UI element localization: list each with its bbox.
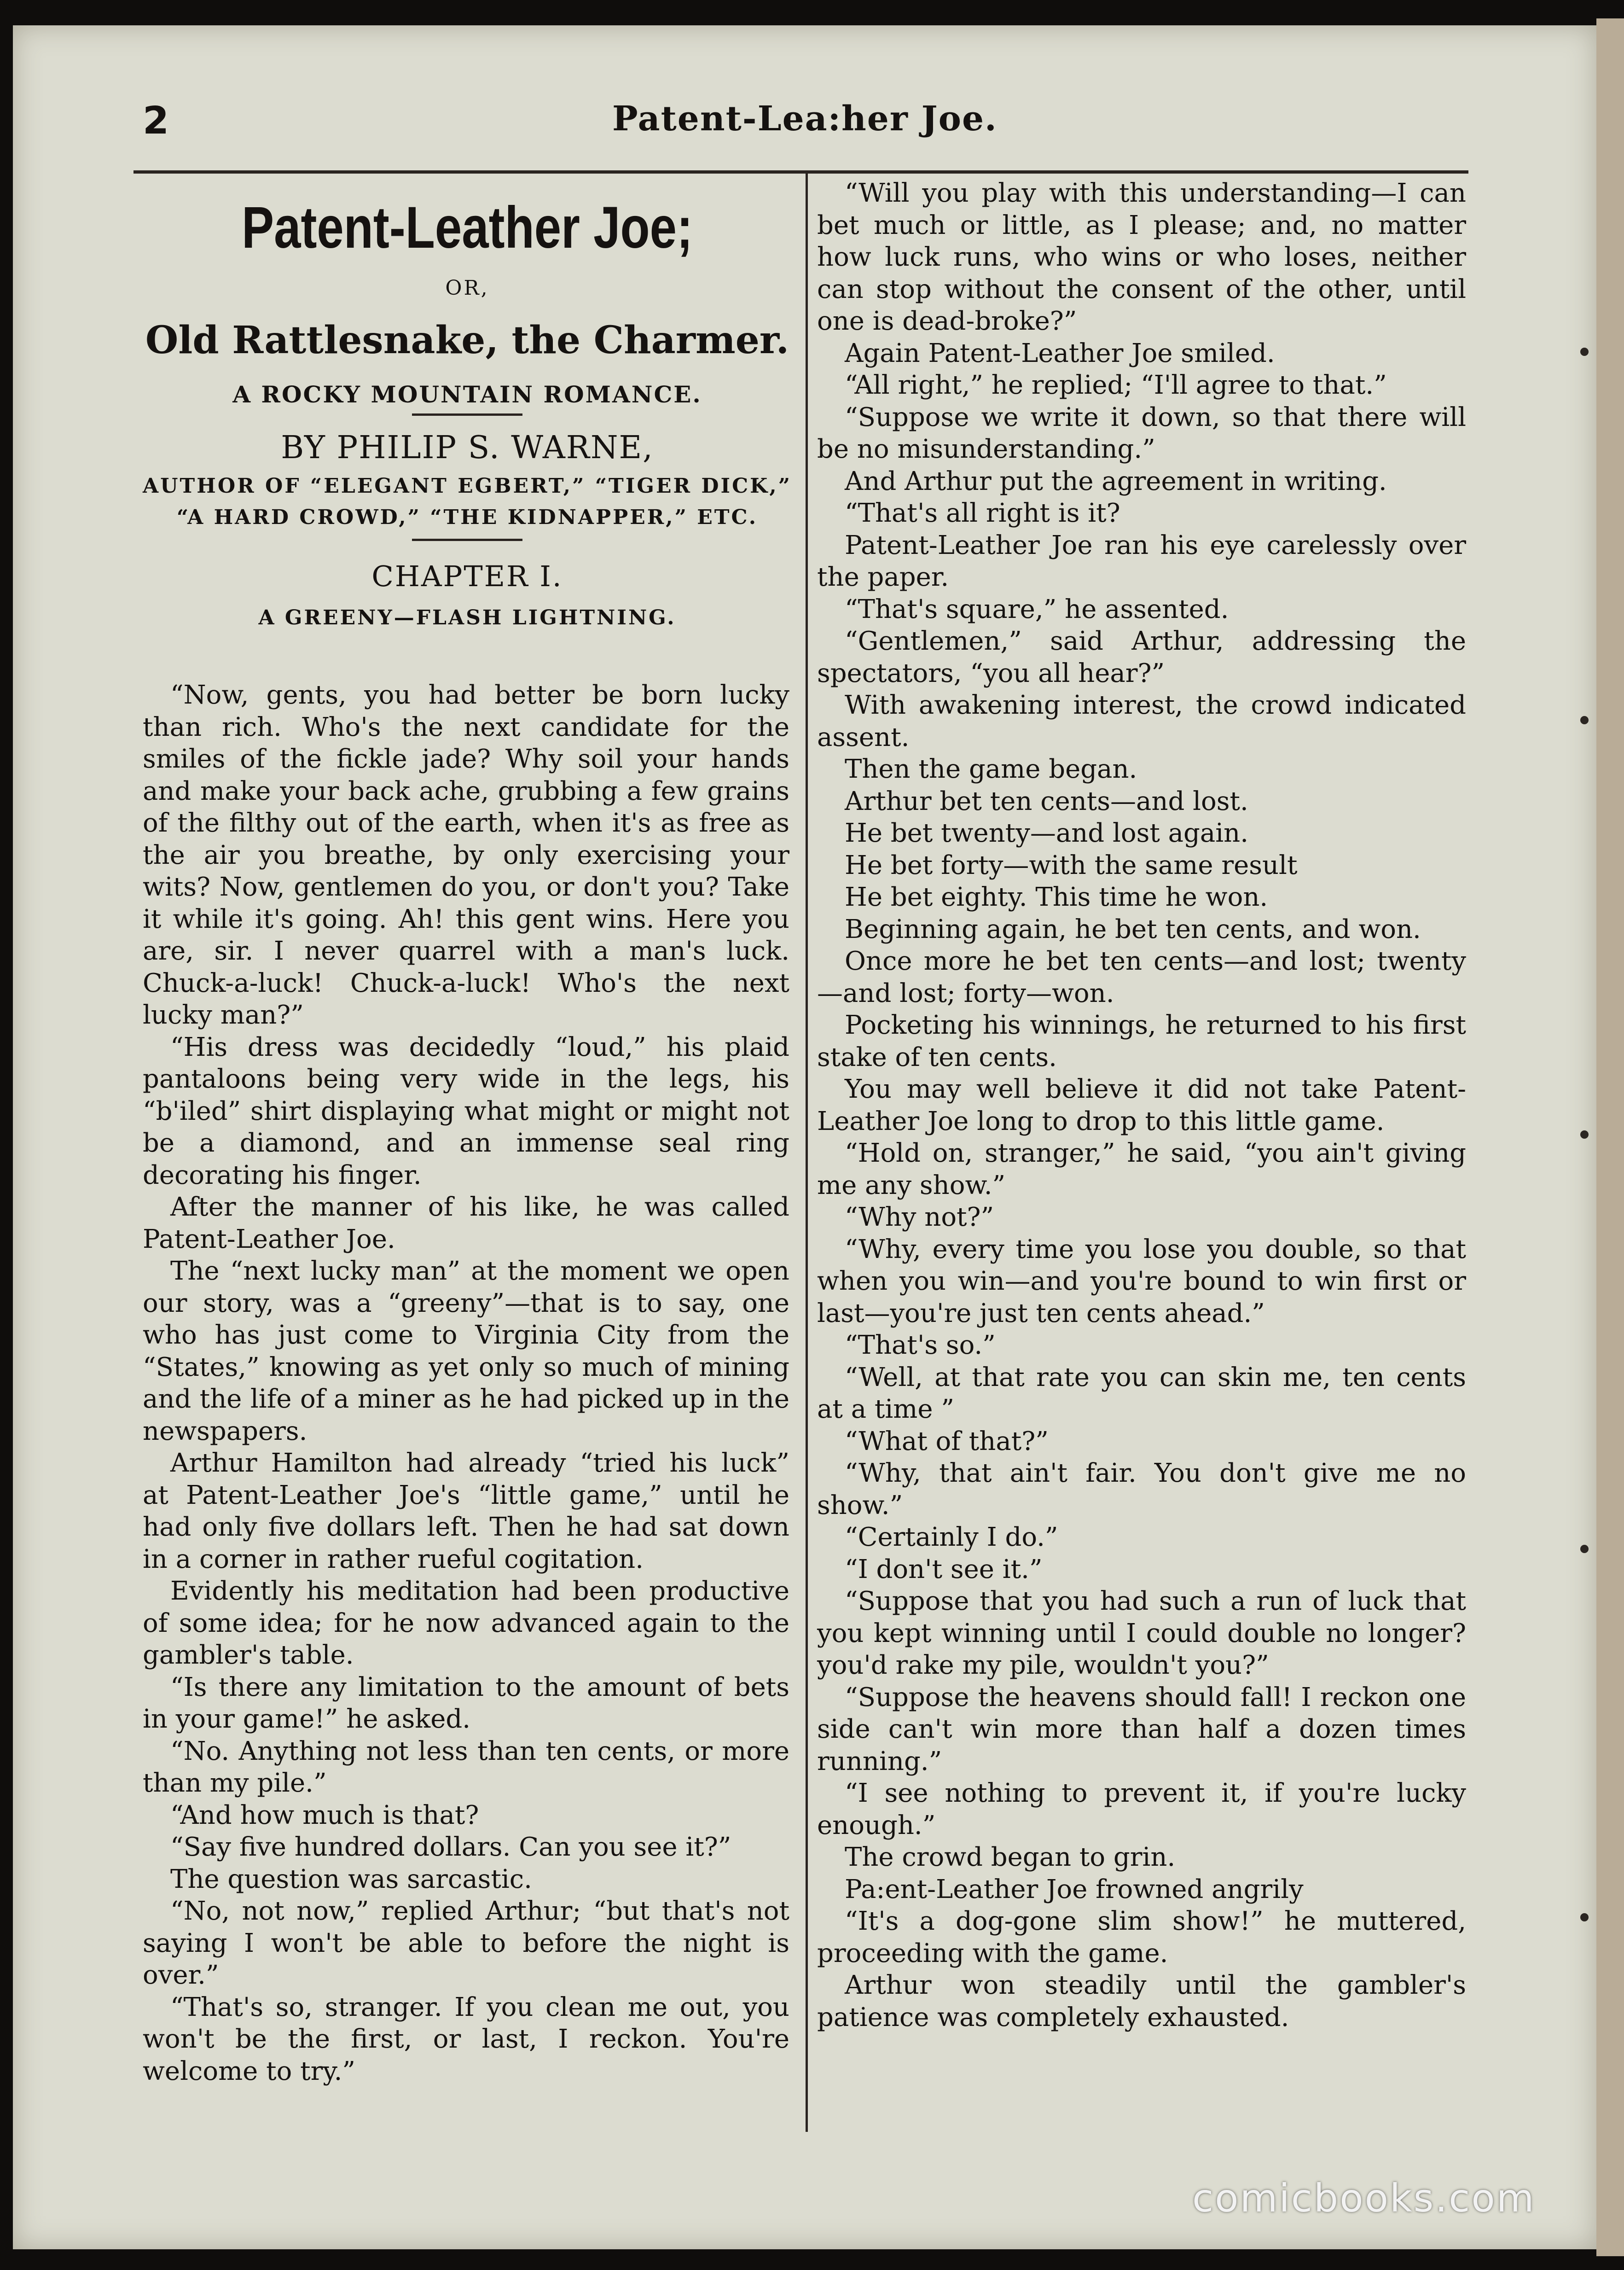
column-divider [806, 170, 808, 2132]
paragraph: “No, not now,” replied Arthur; “but that's not saying I won't be able to before the night is over.” [143, 1896, 789, 1990]
paragraph: “Now, gents, you had better be born lucky than rich. Who's the next candidate for the smiles of the fickle jade? Why soil your hands and make your back ache, grubbing a few grains of the filthy out of the earth, when it's as free as the air you breathe, by only exercising your wits? Now, gentlemen do you, or don't you? Take it while it's going. Ah! this gent wins. Here you are, sir. I never quarrel with a man's luck. Chuck-a-luck! Chuck-a-luck! Who's the next lucky man?” [143, 680, 789, 1030]
paragraph: “I see nothing to prevent it, if you're lucky enough.” [817, 1778, 1466, 1840]
paragraph: You may well believe it did not take Patent-Leather Joe long to drop to this little game. [817, 1074, 1466, 1136]
running-header [124, 92, 1482, 143]
paragraph: Pa:ent-Leather Joe frowned angrily [845, 1874, 1304, 1904]
binding-hole [1580, 1545, 1589, 1553]
chapter-rule [412, 539, 522, 541]
page-number: 2 [143, 99, 169, 143]
paragraph: “Certainly I do.” [845, 1522, 1058, 1552]
site-watermark: comicbooks.com [1192, 2176, 1536, 2221]
left-column-text [143, 679, 789, 2087]
paragraph: “That's so, stranger. If you clean me out, you won't be the first, or last, I reckon. You're welcome to try.” [143, 1992, 789, 2086]
paragraph: After the manner of his like, he was called Patent-Leather Joe. [143, 1192, 789, 1254]
header-rule [133, 170, 1468, 174]
paragraph: Arthur won steadily until the gambler's patience was completely exhausted. [817, 1970, 1466, 2032]
paragraph: Arthur bet ten cents—and lost. [845, 786, 1248, 816]
paragraph: “Why not?” [845, 1202, 994, 1232]
chapter-subtitle: A GREENY—FLASH LIGHTNING. [258, 606, 676, 629]
paragraph: “Why, every time you lose you double, so that when you win—and you're bound to win first or last—you're just ten cents ahead.” [817, 1234, 1466, 1328]
paragraph: “It's a dog-gone slim show!” he muttered, proceeding with the game. [817, 1906, 1466, 1968]
paragraph: “Well, at that rate you can skin me, ten cents at a time ” [817, 1362, 1466, 1424]
binding-holes [1576, 25, 1594, 2249]
paragraph: Patent-Leather Joe ran his eye carelessly over the paper. [817, 530, 1466, 592]
chapter-heading: CHAPTER I. [371, 559, 563, 593]
paragraph: He bet forty—with the same result [845, 850, 1298, 880]
page-edge [1596, 18, 1624, 2256]
paragraph: “That's square,” he assented. [845, 594, 1229, 624]
paragraph: “Why, that ain't fair. You don't give me no show.” [817, 1458, 1466, 1520]
title-or: OR, [445, 276, 489, 300]
paragraph: “What of that?” [845, 1426, 1049, 1456]
paragraph: With awakening interest, the crowd indicated assent. [817, 690, 1466, 752]
paragraph: “That's all right is it? [845, 498, 1120, 528]
binding-hole [1580, 1130, 1589, 1139]
paragraph: “His dress was decidedly “loud,” his plaid pantaloons being very wide in the legs, his “b'iled” shirt displaying what might or might not be a diamond, and an immense seal ring decorating his finger. [143, 1032, 789, 1190]
story-title-block [138, 184, 796, 629]
paragraph: And Arthur put the agreement in writing. [845, 466, 1387, 496]
paragraph: Once more he bet ten cents—and lost; twenty—and lost; forty—won. [817, 946, 1466, 1008]
story-genre: A ROCKY MOUNTAIN ROMANCE. [232, 381, 702, 408]
byline: BY PHILIP S. WARNE, [281, 430, 654, 466]
binding-hole [1580, 348, 1589, 356]
paragraph: “Hold on, stranger,” he said, “you ain't giving me any show.” [817, 1138, 1466, 1200]
paragraph: The crowd began to grin. [845, 1842, 1176, 1872]
paragraph: “Suppose we write it down, so that there will be no misunderstanding.” [817, 402, 1466, 464]
paragraph: “I don't see it.” [845, 1554, 1043, 1584]
story-title: Patent-Leather Joe; [242, 195, 693, 261]
paragraph: “Is there any limitation to the amount of bets in your game!” he asked. [143, 1672, 789, 1734]
paragraph: “That's so.” [845, 1330, 996, 1360]
paragraph: Then the game began. [845, 754, 1137, 784]
paragraph: Arthur Hamilton had already “tried his luck” at Patent-Leather Joe's “little game,” until he had only five dollars left. Then he had sat down in a corner in rather rueful cogitation. [143, 1448, 789, 1574]
paragraph: Again Patent-Leather Joe smiled. [845, 338, 1275, 368]
paragraph: “No. Anything not less than ten cents, or more than my pile.” [143, 1736, 789, 1798]
binding-hole [1580, 716, 1589, 724]
paragraph: “Will you play with this understanding—I can bet much or little, as I please; and, no matter how luck runs, who wins or who loses, neither can stop without the consent of the other, until one is dead-broke?” [817, 178, 1466, 336]
paragraph: Evidently his meditation had been productive of some idea; for he now advanced again to the gambler's table. [143, 1576, 789, 1670]
paragraph: “Suppose the heavens should fall! I reckon one side can't win more than half a dozen times running.” [817, 1682, 1466, 1776]
paragraph: “Suppose that you had such a run of luck that you kept winning until I could double no longer? you'd rake my pile, wouldn't you?” [817, 1586, 1466, 1680]
title-rule [412, 413, 522, 416]
paragraph: Pocketing his winnings, he returned to his first stake of ten cents. [817, 1010, 1466, 1072]
paragraph: “All right,” he replied; “I'll agree to that.” [845, 370, 1387, 400]
running-title: Patent-Lea:her Joe. [612, 99, 998, 139]
right-column-text [817, 177, 1466, 2033]
paragraph: The question was sarcastic. [170, 1864, 532, 1894]
paragraph: “And how much is that? [170, 1800, 479, 1830]
paragraph: He bet twenty—and lost again. [845, 818, 1249, 848]
author-credits: AUTHOR OF “ELEGANT EGBERT,” “TIGER DICK,” “A HARD CROWD,” “THE KIDNAPPER,” ETC. [143, 474, 792, 529]
binding-hole [1580, 1913, 1589, 1921]
paragraph: “Say five hundred dollars. Can you see it?” [170, 1832, 731, 1862]
story-subtitle: Old Rattlesnake, the Charmer. [145, 318, 789, 362]
paragraph: “Gentlemen,” said Arthur, addressing the spectators, “you all hear?” [817, 626, 1466, 688]
paragraph: The “next lucky man” at the moment we open our story, was a “greeny”—that is to say, one who has just come to Virginia City from the “States,” knowing as yet only so much of mining and the life of a miner as he had picked up in the newspapers. [143, 1256, 789, 1446]
paragraph: Beginning again, he bet ten cents, and won. [845, 914, 1421, 944]
paragraph: He bet eighty. This time he won. [845, 882, 1268, 912]
